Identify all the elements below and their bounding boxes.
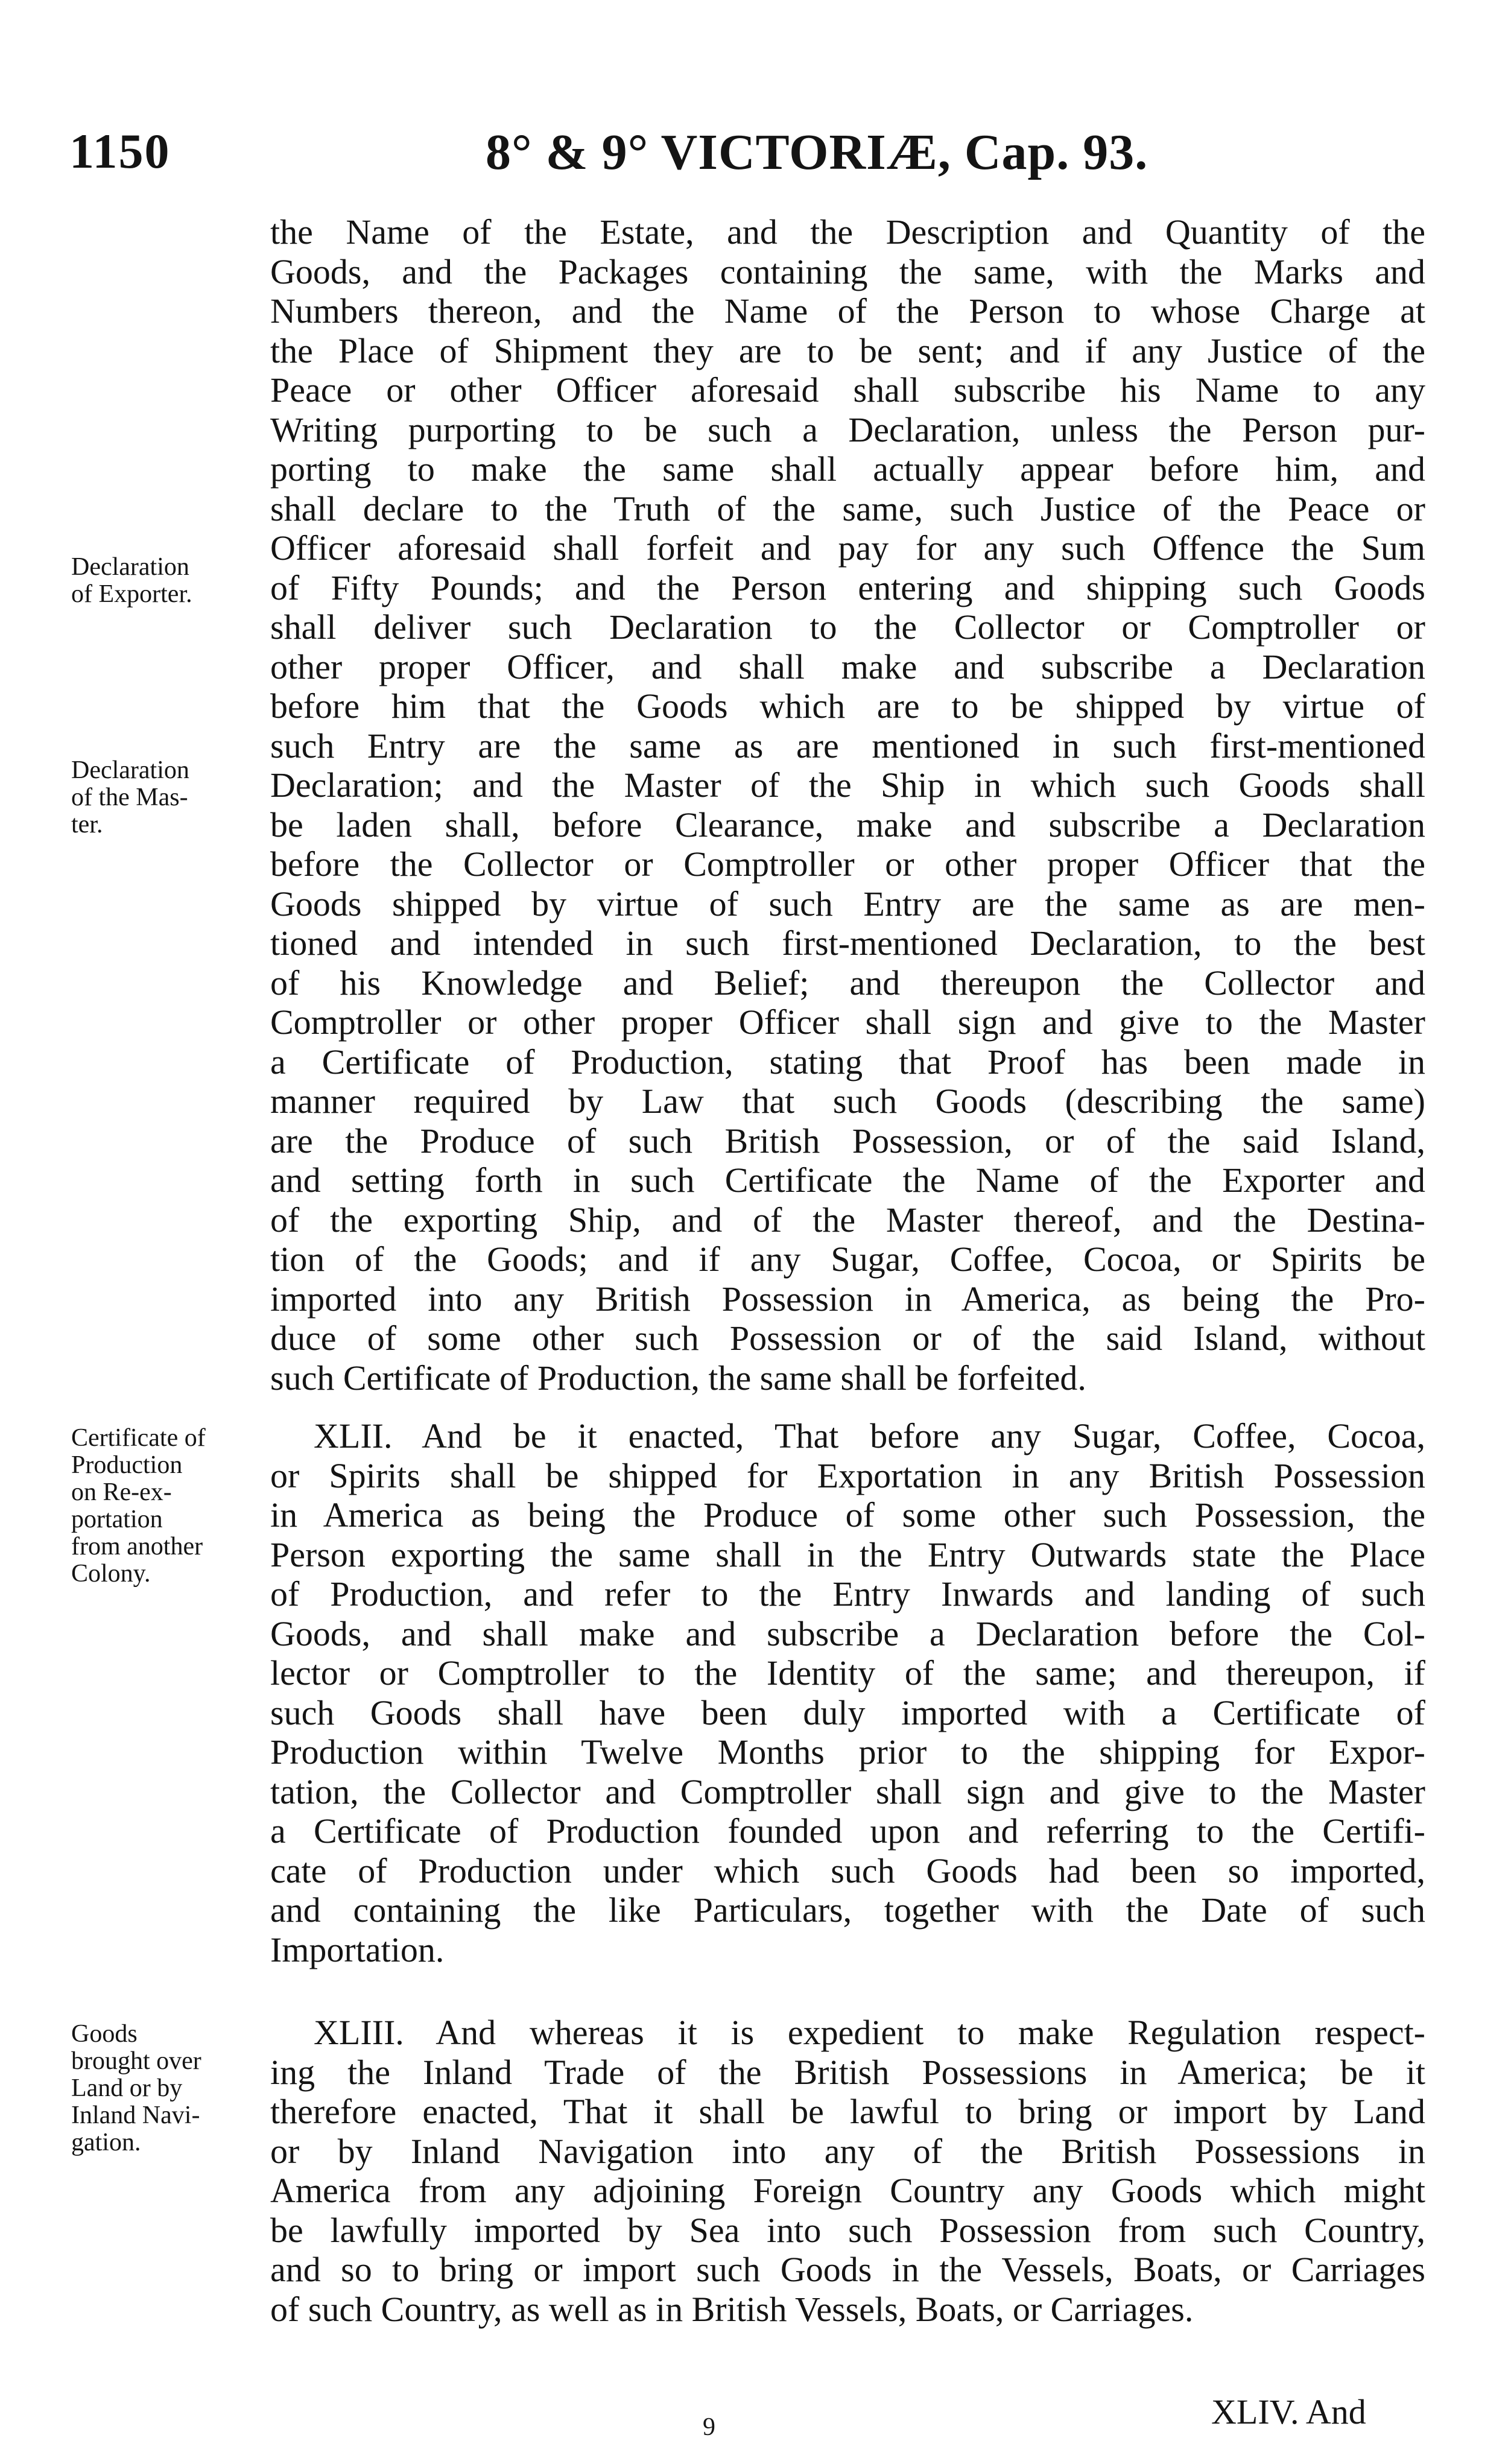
margin-note-declaration-exporter [71, 554, 264, 608]
text-line: shall declare to the Truth of the same, such Justice of the Peace or [270, 489, 1425, 528]
page-header [69, 123, 1425, 195]
text-line: Goods shipped by virtue of such Entry are the same as are men- [270, 884, 1425, 923]
text-line: Numbers thereon, and the Name of the Person to whose Charge at [270, 291, 1425, 331]
text-line: be lawfully imported by Sea into such Possession from such Country, [270, 2210, 1425, 2250]
text-line: are the Produce of such British Possession, or of the said Island, [270, 1121, 1425, 1161]
text-line: tion of the Goods; and if any Sugar, Coffee, Cocoa, or Spirits be [270, 1240, 1425, 1279]
text-line: of his Knowledge and Belief; and thereupon the Collector and [270, 963, 1425, 1002]
text-line: of such Country, as well as in British Vessels, Boats, or Carriages. [270, 2289, 1194, 2329]
text-line: Goods, and shall make and subscribe a Declaration before the Col- [270, 1614, 1425, 1653]
margin-note-declaration-master [71, 757, 264, 838]
text-line: of Fifty Pounds; and the Person entering and shipping such Goods [270, 568, 1425, 607]
margin-note-line: on Re-ex- [71, 1478, 172, 1506]
margin-note-line: ter. [71, 811, 103, 838]
margin-note-line: portation [71, 1506, 163, 1533]
text-line: the Name of the Estate, and the Description and Quantity of the [270, 212, 1425, 252]
text-line: the Place of Shipment they are to be sent; and if any Justice of the [270, 331, 1425, 370]
text-line: Writing purporting to be such a Declaration, unless the Person pur- [270, 410, 1425, 449]
text-line: America from any adjoining Foreign Country any Goods which might [270, 2171, 1425, 2210]
text-line: before him that the Goods which are to be shipped by virtue of [270, 686, 1425, 726]
text-line: Comptroller or other proper Officer shall sign and give to the Master [270, 1002, 1425, 1042]
text-line: XLII. And be it enacted, That before any Sugar, Coffee, Cocoa, [314, 1416, 1425, 1455]
margin-note-line: of Exporter. [71, 580, 192, 608]
margin-note-line: of the Mas- [71, 784, 188, 811]
section-xliii [270, 2013, 1425, 2329]
text-line: tation, the Collector and Comptroller shall sign and give to the Master [270, 1772, 1425, 1811]
text-line: porting to make the same shall actually appear before him, and [270, 449, 1425, 489]
text-line: or by Inland Navigation into any of the British Possessions in [270, 2131, 1425, 2171]
page-number: 1150 [69, 124, 171, 179]
text-line: ing the Inland Trade of the British Possessions in America; be it [270, 2052, 1425, 2092]
text-line: therefore enacted, That it shall be lawful to bring or import by Land [270, 2092, 1425, 2131]
text-line: of Production, and refer to the Entry Inwards and landing of such [270, 1574, 1425, 1614]
catchword: XLIV. And [1211, 2392, 1366, 2431]
text-line: imported into any British Possession in America, as being the Pro- [270, 1279, 1425, 1319]
text-line: Goods, and the Packages containing the same, with the Marks and [270, 252, 1425, 291]
text-line: in America as being the Produce of some other such Possession, the [270, 1495, 1425, 1534]
margin-note-line: Colony. [71, 1560, 151, 1588]
printer-signature-mark: 9 [703, 2413, 715, 2441]
text-line: such Entry are the same as are mentioned in such first-mentioned [270, 726, 1425, 765]
text-line: such Certificate of Production, the same shall be forfeited. [270, 1358, 1086, 1398]
margin-note-line: Inland Navi- [71, 2101, 200, 2129]
text-line: Declaration; and the Master of the Ship in which such Goods shall [270, 765, 1425, 805]
margin-note-line: Declaration [71, 553, 189, 581]
text-line: and containing the like Particulars, together with the Date of such [270, 1890, 1425, 1930]
margin-note-line: Land or by [71, 2074, 183, 2102]
text-line: Peace or other Officer aforesaid shall subscribe his Name to any [270, 370, 1425, 410]
text-line: a Certificate of Production founded upon and referring to the Certifi- [270, 1811, 1425, 1851]
margin-note-line: from another [71, 1533, 203, 1560]
text-line: cate of Production under which such Goods had been so imported, [270, 1851, 1425, 1890]
text-line: XLIII. And whereas it is expedient to make Regulation respect- [314, 2013, 1425, 2052]
text-line: Officer aforesaid shall forfeit and pay for any such Offence the Sum [270, 528, 1425, 568]
margin-note-goods-inland [71, 2021, 264, 2156]
text-line: Person exporting the same shall in the Entry Outwards state the Place [270, 1534, 1425, 1574]
text-line: such Goods shall have been duly imported with a Certificate of [270, 1693, 1425, 1732]
text-line: of the exporting Ship, and of the Master thereof, and the Destina- [270, 1200, 1425, 1240]
margin-note-line: gation. [71, 2129, 141, 2156]
margin-note-line: Certificate of [71, 1424, 206, 1452]
margin-note-line: brought over [71, 2047, 201, 2075]
text-line: shall deliver such Declaration to the Collector or Comptroller or [270, 607, 1425, 647]
margin-note-line: Goods [71, 2020, 138, 2048]
text-line: before the Collector or Comptroller or other proper Officer that the [270, 844, 1425, 884]
text-line: Importation. [270, 1930, 445, 1969]
continuation-paragraph [270, 212, 1425, 1398]
margin-note-line: Declaration [71, 756, 189, 784]
section-xlii [270, 1416, 1425, 1969]
text-line: lector or Comptroller to the Identity of the same; and thereupon, if [270, 1653, 1425, 1693]
text-line: tioned and intended in such first-mentioned Declaration, to the best [270, 923, 1425, 963]
margin-note-certificate-reexportation [71, 1425, 264, 1588]
text-line: Production within Twelve Months prior to the shipping for Expor- [270, 1732, 1425, 1772]
text-line: or Spirits shall be shipped for Exportation in any British Possession [270, 1455, 1425, 1495]
margin-note-line: Production [71, 1451, 183, 1479]
text-line: manner required by Law that such Goods (describing the same) [270, 1082, 1425, 1121]
text-line: be laden shall, before Clearance, make and subscribe a Declaration [270, 805, 1425, 844]
text-line: and so to bring or import such Goods in the Vessels, Boats, or Carriages [270, 2250, 1425, 2289]
text-line: duce of some other such Possession or of the said Island, without [270, 1319, 1425, 1358]
text-line: a Certificate of Production, stating that Proof has been made in [270, 1042, 1425, 1082]
text-line: and setting forth in such Certificate the Name of the Exporter and [270, 1161, 1425, 1200]
text-line: other proper Officer, and shall make and subscribe a Declaration [270, 647, 1425, 686]
running-title: 8° & 9° VICTORIÆ, Cap. 93. [486, 124, 1148, 180]
